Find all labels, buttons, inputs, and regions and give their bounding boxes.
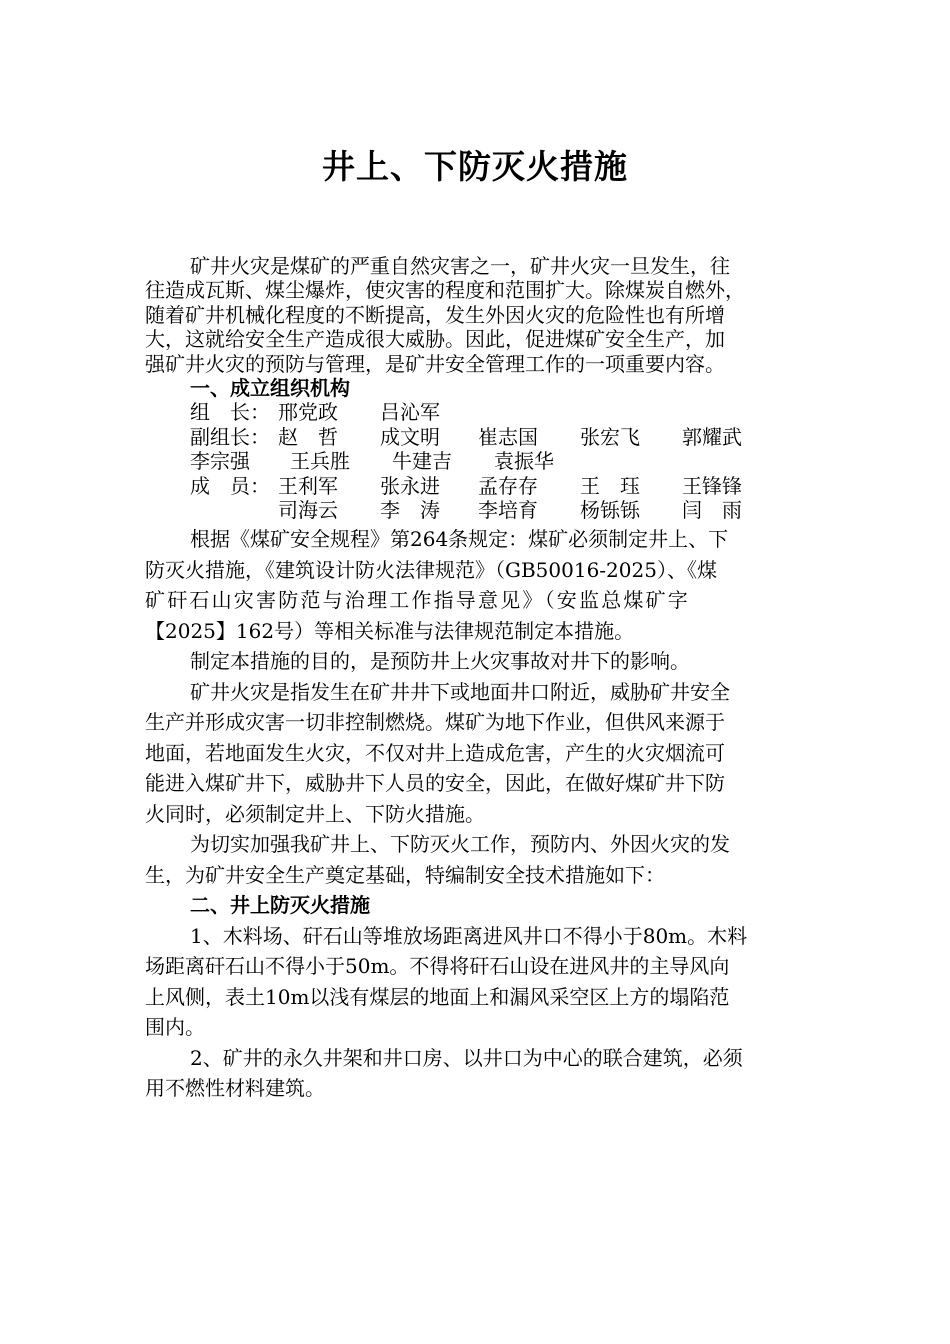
intro-paragraph <box>145 254 815 522</box>
person-name: 李 涛 <box>380 498 440 523</box>
text-line: 随着矿井机械化程度的不断提高，发生外因火灾的危险性也有所增 <box>145 302 725 327</box>
person-name: 牛建吉 <box>392 449 452 474</box>
text-line: 为切实加强我矿井上、下防灭火工作，预防内、外因火灾的发 <box>190 832 730 856</box>
leader-row <box>145 400 815 424</box>
text-line: 矿矸石山灾害防范与治理工作指导意见》（安监总煤矿字 <box>145 588 690 612</box>
text-line: 用不燃性材料建筑。 <box>145 1076 325 1100</box>
member-row <box>145 474 815 498</box>
text-line: 制定本措施的目的，是预防井上火灾事故对井下的影响。 <box>190 649 690 673</box>
person-name: 司海云 <box>278 498 338 523</box>
text-line: 围内。 <box>145 1015 205 1039</box>
person-name: 王利军 <box>278 473 338 498</box>
person-name: 袁振华 <box>494 449 554 474</box>
text-line: 1、木料场、矸石山等堆放场距离进风井口不得小于80m。木料 <box>190 923 748 948</box>
person-name: 郭耀武 <box>682 424 742 449</box>
person-name: 王兵胜 <box>290 449 350 474</box>
person-name: 闫 雨 <box>682 498 742 523</box>
person-name: 张永进 <box>380 473 440 498</box>
leader-label: 组 长： <box>190 400 270 425</box>
member-row-continued <box>145 498 815 522</box>
person-name: 邢党政 <box>278 400 338 425</box>
person-name: 吕沁军 <box>380 400 440 425</box>
deputy-row <box>145 425 815 449</box>
text-line: 防灭火措施，《建筑设计防火法律规范》（GB50016-2025）、《煤 <box>145 557 717 582</box>
person-name: 孟存存 <box>478 473 538 498</box>
document-title: 井上、下防灭火措施 <box>322 147 628 186</box>
text-line: 火同时，必须制定井上、下防火措施。 <box>145 801 485 826</box>
text-line: 2、矿井的永久井架和井口房、以井口为中心的联合建筑，必须 <box>190 1045 743 1070</box>
text-line: 矿井火灾是煤矿的严重自然灾害之一，矿井火灾一旦发生，往 <box>190 254 730 278</box>
section-heading: 二、井上防灭火措施 <box>190 893 370 917</box>
deputy-row-continued <box>145 449 815 473</box>
body-text <box>145 524 815 1104</box>
text-line: 地面，若地面发生火灾，不仅对井上造成危害，产生的火灾烟流可 <box>145 740 725 765</box>
text-line: 根据《煤矿安全规程》第264条规定：煤矿必须制定井上、下 <box>190 527 729 551</box>
text-line: 上风侧，表土10m以浅有煤层的地面上和漏风采空区上方的塌陷范 <box>145 984 730 1009</box>
person-name: 张宏飞 <box>580 424 640 449</box>
deputy-label: 副组长： <box>190 424 270 449</box>
text-line: 生产并形成灾害一切非控制燃烧。煤矿为地下作业，但供风来源于 <box>145 710 725 734</box>
person-name: 成文明 <box>380 424 440 449</box>
person-name: 崔志国 <box>478 424 538 449</box>
text-line: 强矿井火灾的预防与管理，是矿井安全管理工作的一项重要内容。 <box>145 351 725 376</box>
person-name: 王 珏 <box>580 473 640 498</box>
person-name: 李培育 <box>478 498 538 523</box>
text-line: 【2025】162号）等相关标准与法律规范制定本措施。 <box>145 618 635 643</box>
text-line: 大，这就给安全生产造成很大威胁。因此，促进煤矿安全生产，加 <box>145 327 725 352</box>
person-name: 王锋锋 <box>682 473 742 498</box>
person-name: 赵 哲 <box>278 424 338 449</box>
text-line: 生，为矿井安全生产奠定基础，特编制安全技术措施如下： <box>145 862 665 887</box>
text-line: 能进入煤矿井下，威胁井下人员的安全，因此，在做好煤矿井下防 <box>145 771 725 795</box>
text-line: 矿井火灾是指发生在矿井井下或地面井口附近，威胁矿井安全 <box>190 679 730 704</box>
member-label: 成 员： <box>190 473 270 498</box>
person-name: 杨铄铄 <box>580 498 640 523</box>
section-heading: 一、成立组织机构 <box>190 376 350 401</box>
text-line: 场距离矸石山不得小于50m。不得将矸石山设在进风井的主导风向 <box>145 954 730 978</box>
text-line: 往造成瓦斯、煤尘爆炸，使灾害的程度和范围扩大。除煤炭自燃外， <box>145 278 745 303</box>
person-name: 李宗强 <box>190 449 250 474</box>
